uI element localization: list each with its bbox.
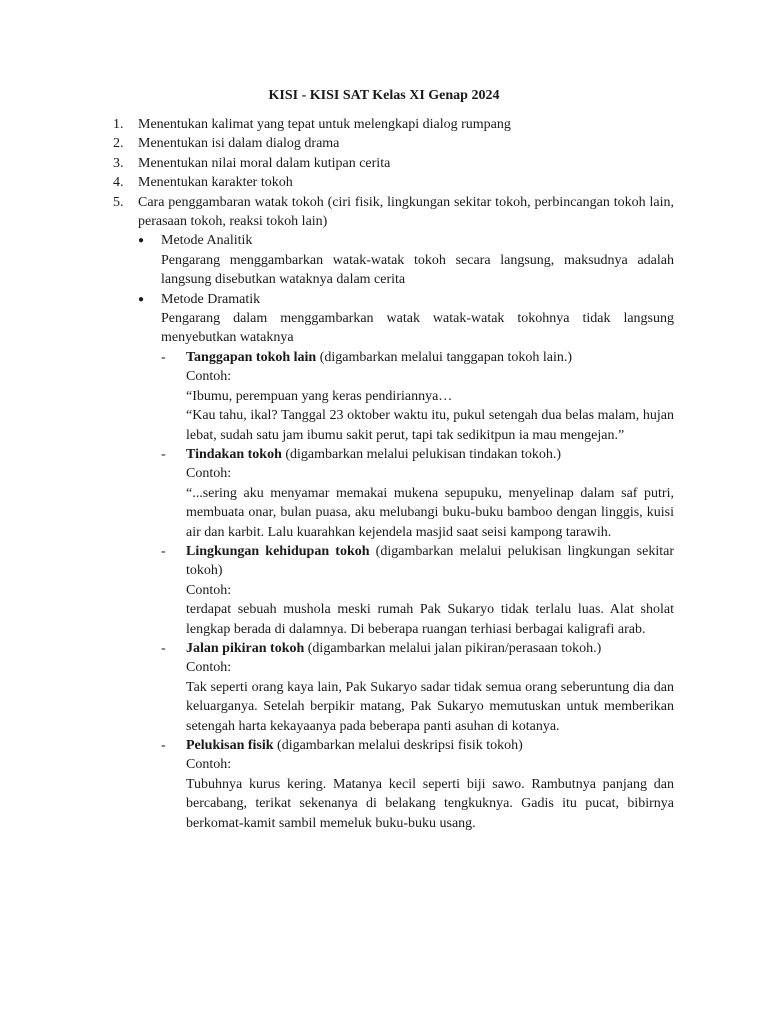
technique-item — [161, 639, 674, 736]
example-text: Tubuhnya kurus kering. Matanya kecil seperti biji sawo. Rambutnya panjang dan bercabang, terikat sekenanya di belakang tengkuknya. Gadis itu pucat, bibirnya berkomat-kamit sambil memeluk buku-buku usang. — [186, 776, 674, 831]
method-description: Pengarang dalam menggambarkan watak watak-watak tokohnya tidak langsung menyebutkan wataknya — [161, 311, 674, 346]
list-text: Menentukan nilai moral dalam kutipan cerita — [138, 155, 391, 171]
example-label: Contoh: — [186, 757, 232, 773]
technique-desc: (digambarkan melalui jalan pikiran/perasaan tokoh.) — [304, 640, 602, 656]
technique-title: Lingkungan kehidupan tokoh — [186, 543, 370, 559]
technique-title: Pelukisan fisik — [186, 738, 274, 753]
page-title: KISI - KISI SAT Kelas XI Genap 2024 — [268, 88, 500, 103]
method-title: Metode Dramatik — [161, 291, 261, 307]
document-body — [113, 115, 674, 833]
example-label: Contoh: — [186, 369, 232, 385]
technique-title: Jalan pikiran tokoh — [186, 640, 305, 656]
technique-list — [161, 348, 674, 833]
example-text: Tak seperti orang kaya lain, Pak Sukaryo sadar tidak semua orang seberuntung dia dan keluarganya. Setelah berpikir matang, Pak Sukaryo memutuskan untuk memberikan setengah harta kekayaanya pada beberapa panti asuhan di kotanya. — [186, 679, 674, 734]
technique-desc: (digambarkan melalui pelukisan tindakan tokoh.) — [281, 446, 562, 462]
technique-item — [161, 445, 674, 542]
technique-title: Tanggapan tokoh lain — [186, 349, 317, 365]
list-item — [113, 115, 674, 134]
technique-desc: (digambarkan melalui tanggapan tokoh lain.) — [316, 349, 573, 365]
list-number: 1. — [113, 117, 124, 132]
example-label: Contoh: — [186, 582, 232, 598]
list-item — [113, 134, 674, 153]
technique-item — [161, 736, 674, 833]
example-text: “Kau tahu, ikal? Tanggal 23 oktober waktu itu, pukul setengah dua belas malam, hujan lebat, sudah satu jam ibumu sakit perut, tapi tak sedikitpun ia mau mengejan.” — [186, 408, 674, 443]
example-label: Contoh: — [186, 466, 232, 482]
dash-marker: - — [161, 738, 166, 753]
technique-desc: (digambarkan melalui pelukisan lingkungan sekitar tokoh) — [186, 543, 674, 579]
list-item — [113, 193, 674, 232]
technique-title: Tindakan tokoh — [186, 446, 282, 462]
example-label: Contoh: — [186, 660, 232, 676]
list-number: 2. — [113, 136, 124, 152]
bullet-icon: ● — [138, 235, 145, 247]
list-text: Menentukan isi dalam dialog drama — [138, 136, 340, 152]
list-text: Menentukan kalimat yang tepat untuk melengkapi dialog rumpang — [138, 117, 511, 132]
list-item — [113, 154, 674, 173]
technique-item — [161, 542, 674, 639]
method-description: Pengarang menggambarkan watak-watak tokoh secara langsung, maksudnya adalah langsung disebutkan wataknya dalam cerita — [161, 252, 674, 288]
method-analitik — [138, 231, 674, 289]
method-list — [138, 231, 674, 833]
technique-desc: (digambarkan melalui deskripsi fisik tokoh) — [273, 738, 523, 753]
list-item — [113, 173, 674, 192]
list-text: Cara penggambaran watak tokoh (ciri fisik, lingkungan sekitar tokoh, perbincangan tokoh lain, perasaan tokoh, reaksi tokoh lain) — [138, 194, 674, 230]
dash-marker: - — [161, 543, 166, 559]
example-text: “...sering aku menyamar memakai mukena sepupuku, menyelinap dalam saf putri, membuata onar, bulan puasa, aku melubangi buku-buku bamboo dengan linggis, kuisi air dan karbit. Lalu kuarahkan kejendela masjid saat seisi kampong tarawih. — [186, 485, 674, 540]
dash-marker: - — [161, 446, 166, 462]
dash-marker: - — [161, 349, 166, 365]
dash-marker: - — [161, 640, 166, 656]
list-text: Menentukan karakter tokoh — [138, 175, 293, 191]
list-number: 3. — [113, 155, 124, 171]
list-number: 5. — [113, 194, 124, 210]
list-number: 4. — [113, 175, 124, 191]
technique-item — [161, 348, 674, 445]
example-text: “Ibumu, perempuan yang keras pendiriannya… — [186, 388, 453, 404]
method-title: Metode Analitik — [161, 233, 253, 249]
method-dramatik — [138, 290, 674, 833]
bullet-icon: ● — [138, 293, 145, 305]
example-text: terdapat sebuah mushola meski rumah Pak Sukaryo tidak terlalu luas. Alat sholat lengkap berada di dalamnya. Di beberapa ruangan terhiasi berbagai kaligrafi arab. — [186, 602, 674, 637]
